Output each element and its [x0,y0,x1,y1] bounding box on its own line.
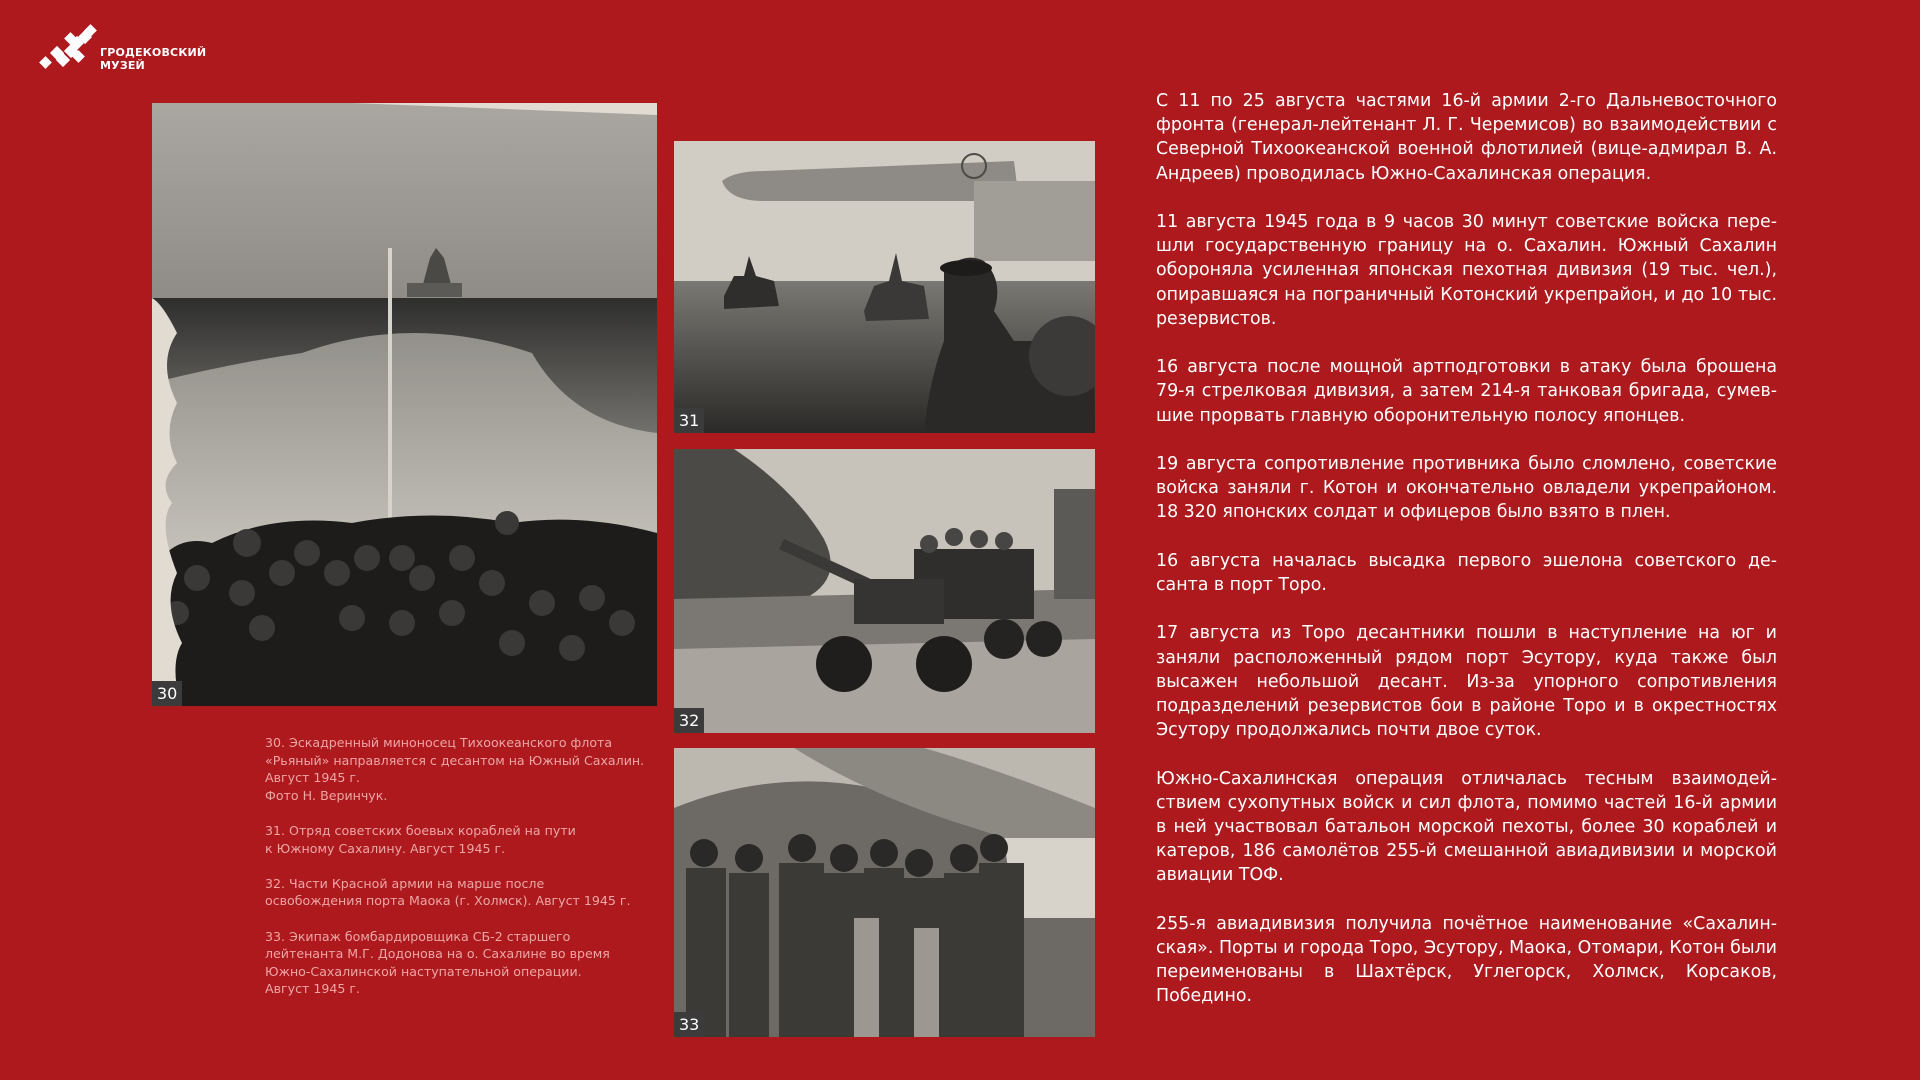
caption-32: 32. Части Красной армии на марше после освобождения порта Маока (г. Холмск). Август 1945 г. [265,875,631,909]
logo-line-2: МУЗЕЙ [100,59,145,72]
photo-33-bomber-crew [674,748,1095,1037]
photo-captions [265,734,665,1016]
photo-number-badge: 31 [674,408,704,433]
article-paragraph: 16 августа началась высадка первого эшелона советского десанта в порт Торо. [1156,550,1777,595]
article-paragraph: С 11 по 25 августа частями 16-й армии 2-го Дальневосточного фронта (генерал-лейтенант Л. Г. Черемисов) во взаимодействии с Северной Тихоокеанской военной флотилией (вице-адмирал В. А. Андреев) проводилась Южно-Сахалинская операция. [1156,91,1777,184]
caption-33: 33. Экипаж бомбардировщика СБ-2 старшего лейтенанта М.Г. Додонова на о. Сахалине во время Южно-Сахалинской наступательной операции. Август 1945 г. [265,928,610,997]
photo-31-image [674,141,1095,433]
photo-32-image [674,449,1095,733]
caption-31: 31. Отряд советских боевых кораблей на пути к Южному Сахалину. Август 1945 г. [265,822,576,856]
logo-text [100,46,206,72]
article-paragraph: 17 августа из Торо десантники пошли в наступление на юг и заняли расположенный рядом порт Эсутору, куда также был высажен небольшой десант. Из-за упорного сопротивления подразделений резервистов бои в районе Торо и в окрестностях Эсутору продолжались почти двое суток. [1156,623,1777,741]
article-paragraph: Южно-Сахалинская операция отличалась тесным взаимодействием сухопутных войск и сил флота, помимо частей 16-й армии в ней участвовал батальон морской пехоты, более 30 кораблей и катеров, 186 самолётов 255-й смешанной авиадивизии и морской авиации ТОФ. [1156,768,1777,886]
photo-number-badge: 30 [152,681,182,706]
photo-30-destroyer [152,103,657,706]
article-paragraph: 11 августа 1945 года в 9 часов 30 минут советские войска перешли государственную границу на о. Сахалин. Южный Сахалин обороняла усиленная японская пехотная дивизия (19 тыс. чел.), опиравшаяся на пограничный Котонский укрепрайон, и до 10 тыс. резервистов. [1156,212,1777,329]
photo-33-image [674,748,1095,1037]
photo-number-badge: 32 [674,708,704,733]
photo-30-image [152,103,657,706]
photo-31-warships [674,141,1095,433]
photo-32-artillery [674,449,1095,733]
article-paragraph: 255-я авиадивизия получила почётное наименование «Сахалинская». Порты и города Торо, Эсутору, Маока, Отомари, Котон были переименованы в Шахтёрск, Углегорск, Холмск, Корсаков, Победино. [1156,913,1777,1007]
article-paragraph: 16 августа после мощной артподготовки в атаку была брошена 79-я стрелковая дивизия, а затем 214-я танковая бригада, сумевшие прорвать главную оборонительную полосу японцев. [1156,357,1777,426]
logo-mark-icon [38,24,100,76]
caption-30: 30. Эскадренный миноносец Тихоокеанского флота «Рьяный» направляется с десантом на Южный Сахалин. Август 1945 г. Фото Н. Веринчук. [265,735,645,803]
photo-number-badge: 33 [674,1012,704,1037]
logo-line-1: ГРОДЕКОВСКИЙ [100,46,207,59]
article-text [1156,89,1777,1033]
museum-logo[interactable] [38,24,208,76]
article-paragraph: 19 августа сопротивление противника было сломлено, советские войска заняли г. Котон и окончательно овладели укрепрайоном. 18 320 японских солдат и офицеров было взято в плен. [1156,454,1777,523]
